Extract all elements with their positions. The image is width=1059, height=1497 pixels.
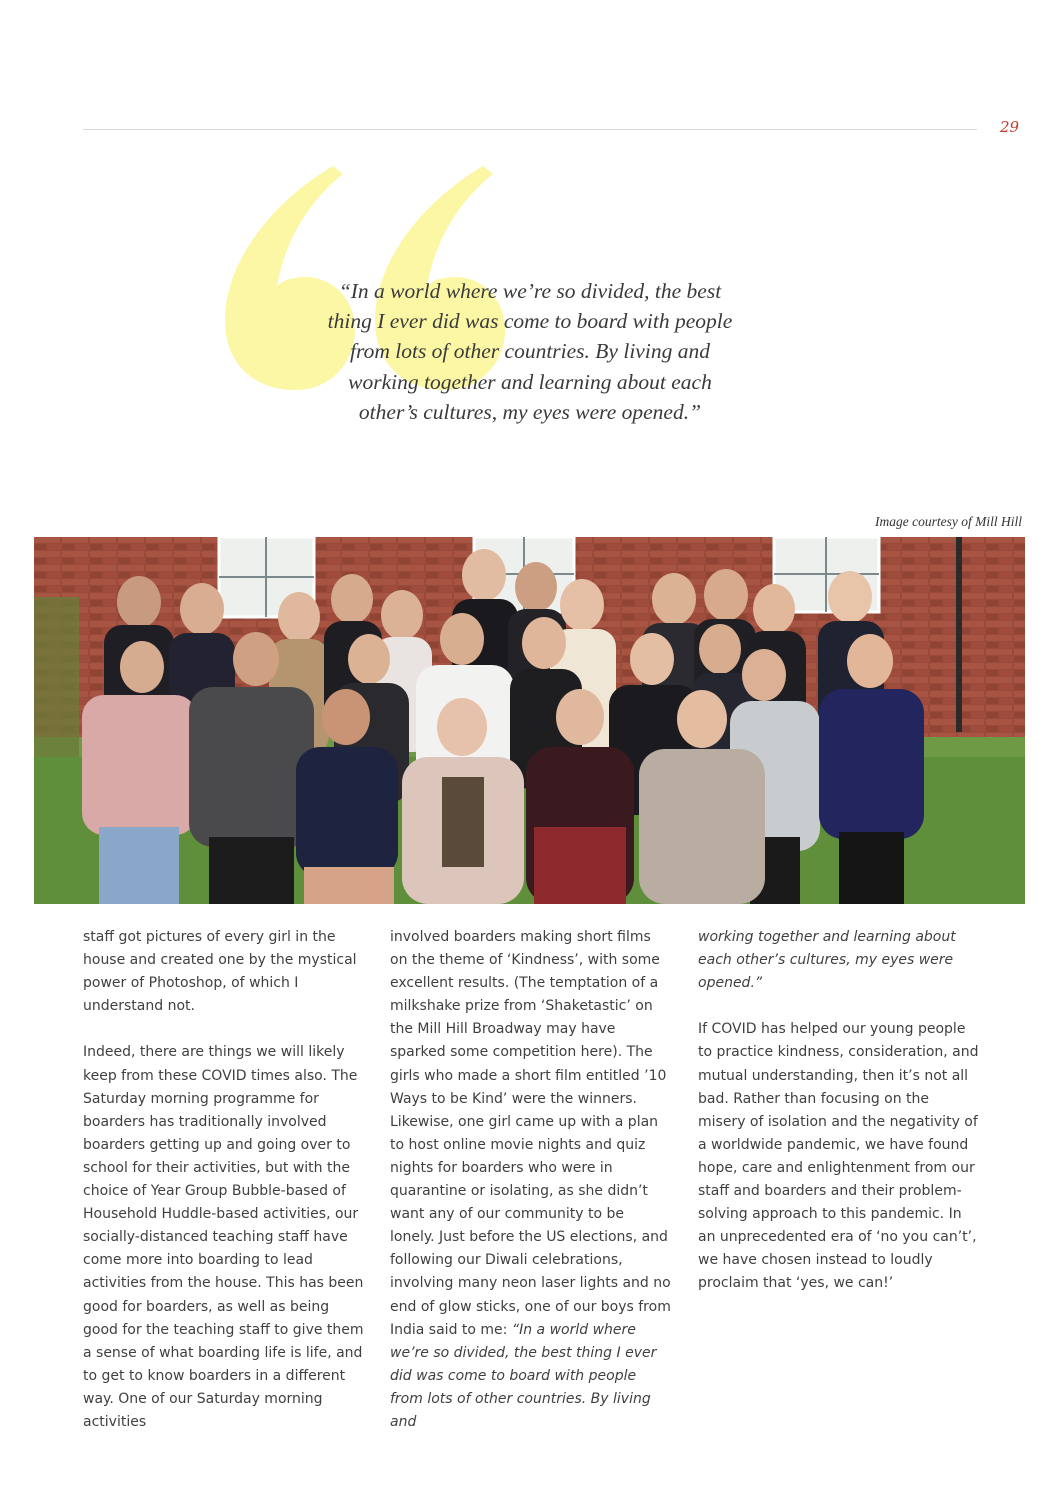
article-paragraph (698, 926, 980, 995)
group-photo (34, 537, 1025, 904)
pull-quote-line: from lots of other countries. By living and (350, 339, 710, 364)
pull-quote-line: other’s cultures, my eyes were opened.” (358, 399, 702, 424)
image-credit: Image courtesy of Mill Hill (875, 514, 1022, 529)
boarder-quote: “In a world where we’re so divided, the best thing I ever did was come to board with people from lots of other countries. By living and (390, 1321, 657, 1430)
pull-quote (300, 276, 760, 427)
article-column-1 (83, 926, 365, 1457)
pull-quote-line: working together and learning about each (348, 369, 712, 394)
drainpipe (956, 537, 962, 732)
article-column-3 (698, 926, 980, 1319)
shrub (34, 597, 79, 757)
page-number: 29 (1000, 118, 1020, 136)
article-column-2 (390, 926, 672, 1457)
article-paragraph: If COVID has helped our young people to practice kindness, consideration, and mutual understanding, then it’s not all bad. Rather than focusing on the misery of isolation and the negativity of a worldwide pandemic, we have found hope, care and enlightenment from our staff and boarders and their problem-solving approach to this pandemic. In an unprecedented era of ‘no you can’t’, we have chosen instead to loudly proclaim that ‘yes, we can!’ (698, 1021, 979, 1292)
article-paragraph: staff got pictures of every girl in the house and created one by the mystical power of Photoshop, of which I understand not. (83, 929, 357, 1015)
article-text: involved boarders making short films on the theme of ‘Kindness’, with some excellent results. (The temptation of a milkshake prize from ‘Shaketastic’ on the Mill Hill Broadway may have sparked some competition here). The girls who made a short film entitled ’10 Ways to be Kind’ were the winners. Likewise, one girl came up with a plan to host online movie nights and quiz nights for boarders who were in quarantine or isolating, as she didn’t want any of our community to be lonely. Just before the US elections, and following our Diwali celebrations, involving many neon laser lights and no end of glow sticks, one of our boys from India said to me: (390, 929, 671, 1338)
header-rule (83, 129, 977, 130)
article-paragraph: Indeed, there are things we will likely keep from these COVID times also. The Saturday morning programme for boarders has traditionally involved boarders getting up and going over to school for their activities, but with the choice of Year Group Bubble-based of Household Huddle-based activities, our socially-distanced teaching staff have come more into boarding to lead activities from the house. This has been good for boarders, as well as being good for the teaching staff to give them a sense of what boarding life is life, and to get to know boarders in a different way. One of our Saturday morning activities (83, 1044, 364, 1430)
pull-quote-line: “In a world where we’re so divided, the best (338, 279, 722, 303)
pull-quote-line: thing I ever did was come to board with people (327, 309, 733, 334)
boarder-quote: working together and learning about each other’s cultures, my eyes were opened.” (698, 929, 956, 992)
article-paragraph (390, 926, 672, 1434)
